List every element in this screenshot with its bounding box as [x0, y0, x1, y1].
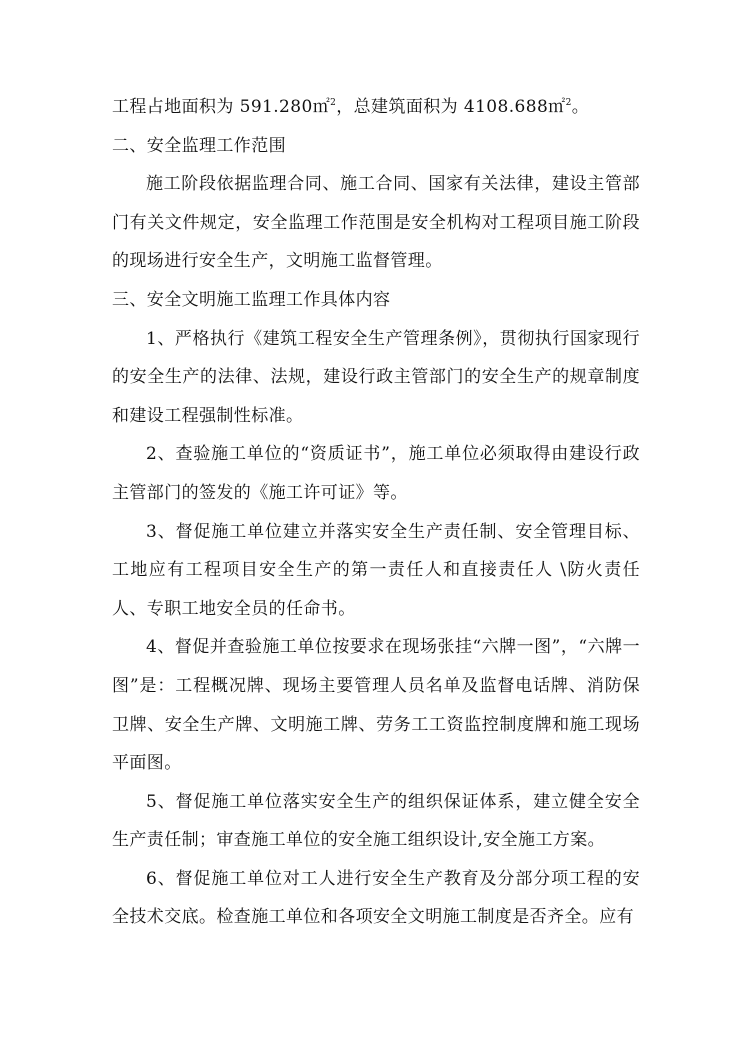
list-item-2: 2、查验施工单位的“资质证书”，施工单位必须取得由建设行政主管部门的签发的《施工许可证》等。	[112, 444, 640, 503]
section-2-paragraph: 施工阶段依据监理合同、施工合同、国家有关法律，建设主管部门有关文件规定，安全监理工作范围是安全机构对工程项目施工阶段的现场进行安全生产，文明施工监督管理。	[112, 174, 640, 272]
section-3-heading: 三、安全文明施工监理工作具体内容	[112, 289, 391, 310]
area-line	[112, 88, 640, 127]
list-item-5: 5、督促施工单位落实安全生产的组织保证体系，建立健全安全生产责任制；审查施工单位的安全施工组织设计,安全施工方案。	[112, 791, 640, 851]
list-item-3: 3、督促施工单位建立并落实安全生产责任制、安全管理目标、工地应有工程项目安全生产的第一责任人和直接责任人 \防火责任人、专职工地安全员的任命书。	[112, 521, 640, 619]
section-2-heading: 二、安全监理工作范围	[112, 135, 286, 156]
area-superscript-2: 2	[565, 98, 572, 108]
area-line-prefix: 工程占地面积为 591.280㎡	[112, 97, 331, 117]
list-item-6: 6、督促施工单位对工人进行安全生产教育及分部分项工程的安全技术交底。检查施工单位和各项安全文明施工制度是否齐全。应有	[112, 868, 640, 928]
area-superscript-1: 2	[330, 98, 337, 108]
list-item-1: 1、严格执行《建筑工程安全生产管理条例》，贯彻执行国家现行的安全生产的法律、法规，建设行政主管部门的安全生产的规章制度和建设工程强制性标准。	[112, 328, 640, 426]
document-body	[112, 88, 640, 937]
area-line-middle: ，总建筑面积为 4108.688㎡	[336, 97, 566, 117]
list-item-4: 4、督促并查验施工单位按要求在现场张挂“六牌一图”，“六牌一图”是：工程概况牌、现场主要管理人员名单及监督电话牌、消防保卫牌、安全生产牌、文明施工牌、劳务工工资监控制度牌和施工现场平面图。	[112, 637, 640, 774]
area-line-suffix: 。	[571, 97, 590, 117]
